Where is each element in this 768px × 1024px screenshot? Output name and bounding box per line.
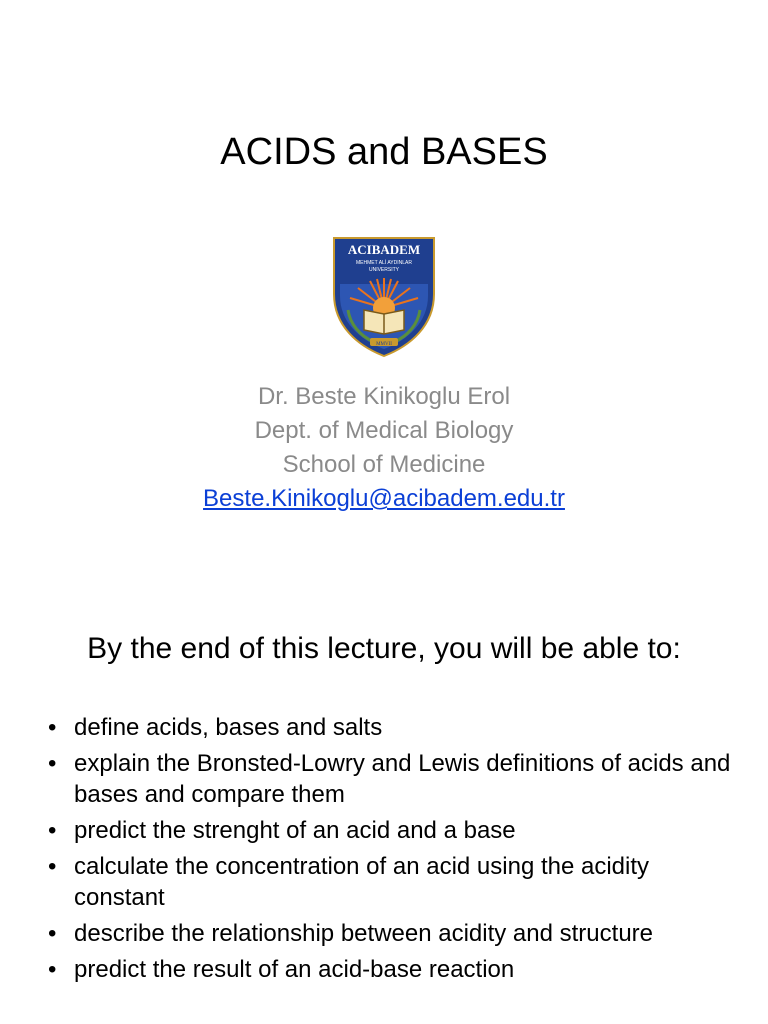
objective-item	[44, 748, 744, 810]
bullet-icon: •	[48, 750, 57, 777]
objective-text: calculate the concentration of an acid using the acidity constant	[74, 853, 650, 911]
bullet-icon: •	[48, 714, 57, 741]
bullet-icon: •	[48, 956, 57, 983]
university-logo	[330, 232, 438, 358]
slide-title: ACIDS and BASES	[220, 131, 548, 173]
objective-item	[44, 954, 744, 985]
author-name: Dr. Beste Kinikoglu Erol	[257, 383, 511, 410]
logo-name-text: ACIBADEM	[347, 242, 421, 257]
logo-year-text: MMVII	[376, 342, 392, 347]
objective-text: explain the Bronsted-Lowry and Lewis definitions of acids and bases and compare them	[74, 750, 731, 808]
objective-item	[44, 851, 744, 913]
logo-subtext-2: UNIVERSITY	[368, 267, 400, 273]
objective-text: describe the relationship between acidity and structure	[74, 920, 653, 947]
objective-text: define acids, bases and salts	[74, 714, 383, 741]
objective-item	[44, 815, 744, 846]
objective-item	[44, 918, 744, 949]
objective-text: predict the result of an acid-base reaction	[74, 956, 515, 983]
objectives-list	[44, 712, 744, 990]
bullet-icon: •	[48, 853, 57, 880]
objectives-heading: By the end of this lecture, you will be able to:	[87, 632, 681, 665]
logo-subtext-1: MEHMET ALİ AYDINLAR	[356, 260, 412, 266]
bullet-icon: •	[48, 817, 57, 844]
objective-item	[44, 712, 744, 743]
author-department: Dept. of Medical Biology	[254, 417, 514, 444]
author-school: School of Medicine	[282, 451, 486, 478]
bullet-icon: •	[48, 920, 57, 947]
objectives-slide	[0, 590, 768, 1024]
author-email-link[interactable]: Beste.Kinikoglu@acibadem.edu.tr	[203, 485, 565, 512]
author-block	[0, 380, 768, 516]
objective-text: predict the strenght of an acid and a base	[74, 817, 516, 844]
